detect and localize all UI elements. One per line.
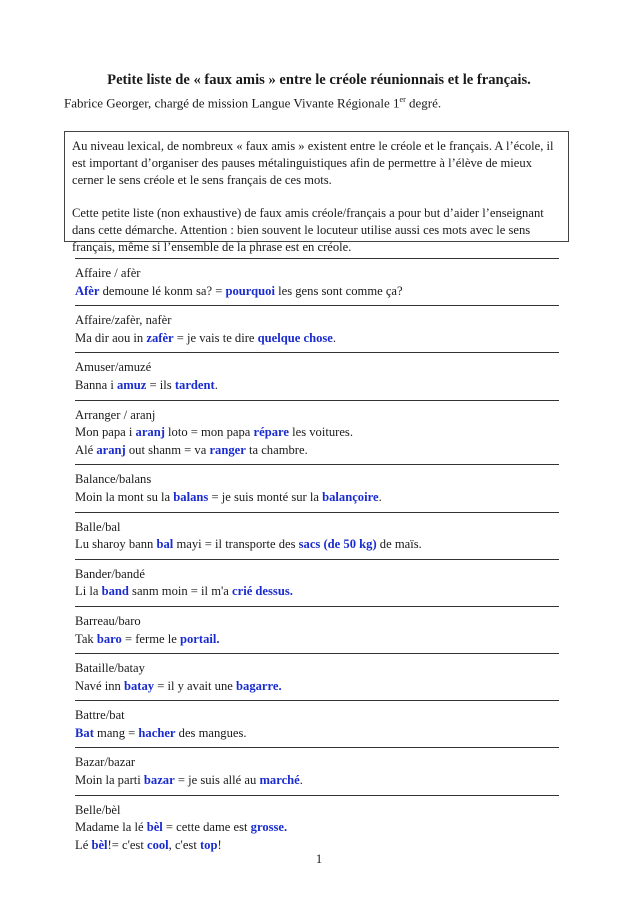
example-text: les gens sont comme ça? — [274, 283, 403, 298]
entry-example — [75, 819, 559, 837]
example-text: , c'est — [168, 837, 200, 852]
page-title: Petite liste de « faux amis » entre le créole réunionnais et le français. — [107, 72, 531, 88]
highlighted-word: top — [199, 837, 218, 852]
example-text: demoune lé konm sa? = — [99, 283, 226, 298]
example-text: . — [214, 377, 218, 392]
entry-example — [75, 377, 559, 395]
list-item — [75, 747, 559, 789]
author-superscript: er — [399, 95, 406, 104]
entry-heading: Barreau/baro — [75, 613, 141, 628]
example-text: = ferme le — [121, 631, 180, 646]
example-text: ! — [217, 837, 222, 852]
entry-heading: Affaire/zafèr, nafèr — [75, 313, 172, 328]
example-text: . — [378, 489, 382, 504]
entry-example — [75, 772, 559, 790]
example-text: Moin la parti — [75, 773, 144, 788]
author-line — [64, 95, 441, 111]
entry-heading: Bander/bandé — [75, 566, 145, 581]
entry-example — [75, 725, 559, 743]
list-item — [75, 258, 559, 300]
example-text: . — [332, 330, 337, 345]
example-text: != c'est — [107, 837, 147, 852]
example-text: Banna i — [75, 377, 117, 392]
example-text: sanm moin = il m'a — [128, 584, 233, 599]
example-text: Tak — [75, 631, 97, 646]
highlighted-word: Afèr — [75, 283, 100, 298]
highlighted-word: aranj — [96, 442, 126, 457]
highlighted-word: portail. — [179, 631, 220, 646]
example-text: les voitures. — [288, 425, 353, 440]
entry-heading: Amuser/amuzé — [75, 360, 152, 375]
entry-example — [75, 631, 559, 649]
example-text: loto = mon papa — [164, 425, 254, 440]
highlighted-word: aranj — [135, 425, 165, 440]
example-text: des mangues. — [175, 725, 247, 740]
highlighted-word: répare — [253, 425, 289, 440]
highlighted-word: baro — [96, 631, 122, 646]
example-text: Lu sharoy bann — [75, 537, 157, 552]
example-text: . — [299, 773, 303, 788]
entry-heading: Belle/bèl — [75, 802, 121, 817]
example-text: = je suis monté sur la — [208, 489, 323, 504]
entry-heading: Affaire / afèr — [75, 266, 141, 280]
example-text: = je vais te dire — [173, 330, 258, 345]
highlighted-word: cool — [146, 837, 169, 852]
example-text: mayi = il transporte des — [173, 537, 299, 552]
highlighted-word: pourquoi — [225, 283, 275, 298]
example-text: = cette dame est — [162, 820, 251, 835]
highlighted-word: sacs (de 50 kg) — [298, 537, 377, 552]
example-text: = je suis allé au — [174, 773, 260, 788]
page-number: 1 — [315, 852, 323, 866]
example-text: Li la — [75, 584, 102, 599]
example-text: mang = — [93, 725, 139, 740]
example-text: = il y avait une — [154, 678, 237, 693]
highlighted-word: amuz — [116, 377, 147, 392]
entry-heading: Balle/bal — [75, 519, 121, 534]
example-text: Navé inn — [75, 678, 124, 693]
example-text: ta chambre. — [245, 442, 308, 457]
example-text: Madame la lé — [75, 820, 147, 835]
entry-example — [75, 583, 559, 601]
entry-heading: Balance/balans — [75, 472, 152, 487]
entry-example — [75, 283, 559, 301]
author-text: Fabrice Georger, chargé de mission Langue Vivante Régionale 1 — [64, 95, 400, 111]
entry-example — [75, 330, 559, 348]
author-suffix: degré. — [405, 95, 442, 111]
highlighted-word: quelque chose — [257, 330, 333, 345]
highlighted-word: tardent — [174, 377, 215, 392]
intro-box — [64, 131, 569, 254]
example-text: Ma dir aou in — [75, 330, 147, 345]
list-item — [75, 795, 559, 855]
highlighted-word: bal — [156, 537, 174, 552]
highlighted-word: bagarre. — [236, 678, 282, 693]
faux-amis-list — [75, 258, 559, 859]
list-item — [75, 305, 559, 347]
list-item — [75, 400, 559, 460]
highlighted-word: marché — [259, 773, 300, 788]
entry-example — [75, 442, 559, 460]
highlighted-word: ranger — [209, 442, 246, 457]
example-text: de maïs. — [376, 537, 422, 552]
list-item — [75, 653, 559, 695]
highlighted-word: bèl — [146, 820, 163, 835]
list-item — [75, 700, 559, 742]
highlighted-word: hacher — [138, 725, 176, 740]
intro-paragraph: Cette petite liste (non exhaustive) de faux amis créole/français a pour but d’aider l’enseignant dans cette démarche. Attention : bien souvent le locuteur utilise aussi ces mots avec le sens français, même si l’ensemble de la phrase est en créole. — [72, 206, 544, 254]
example-text: Moin la mont su la — [75, 489, 174, 504]
list-item — [75, 559, 559, 601]
example-text: Mon papa i — [75, 425, 136, 440]
highlighted-word: bèl — [91, 837, 108, 852]
highlighted-word: crié dessus. — [232, 584, 293, 599]
highlighted-word: band — [101, 584, 129, 599]
highlighted-word: zafèr — [146, 330, 174, 345]
example-text: out shanm = va — [125, 442, 210, 457]
highlighted-word: grosse. — [250, 820, 288, 835]
list-item — [75, 352, 559, 394]
entry-heading: Bataille/batay — [75, 661, 145, 676]
entry-heading: Battre/bat — [75, 708, 125, 723]
highlighted-word: Bat — [75, 725, 94, 740]
entry-example — [75, 424, 559, 442]
highlighted-word: batay — [123, 678, 155, 693]
entry-heading: Bazar/bazar — [75, 755, 136, 770]
entry-example — [75, 536, 559, 554]
list-item — [75, 512, 559, 554]
highlighted-word: balançoire — [322, 489, 379, 504]
list-item — [75, 606, 559, 648]
highlighted-word: bazar — [143, 773, 175, 788]
example-text: Lé — [75, 837, 92, 852]
entry-example — [75, 678, 559, 696]
highlighted-word: balans — [173, 489, 209, 504]
list-item — [75, 464, 559, 506]
example-text: Alé — [75, 442, 97, 457]
entry-heading: Arranger / aranj — [75, 407, 156, 422]
example-text: = ils — [146, 377, 175, 392]
entry-example — [75, 489, 559, 507]
intro-paragraph: Au niveau lexical, de nombreux « faux amis » existent entre le créole et le français. A l’école, il est important d’organiser des pauses métalinguistiques afin de permettre à l’élève de mieux cerner le sens créole et le sens français de ces mots. — [72, 139, 554, 187]
